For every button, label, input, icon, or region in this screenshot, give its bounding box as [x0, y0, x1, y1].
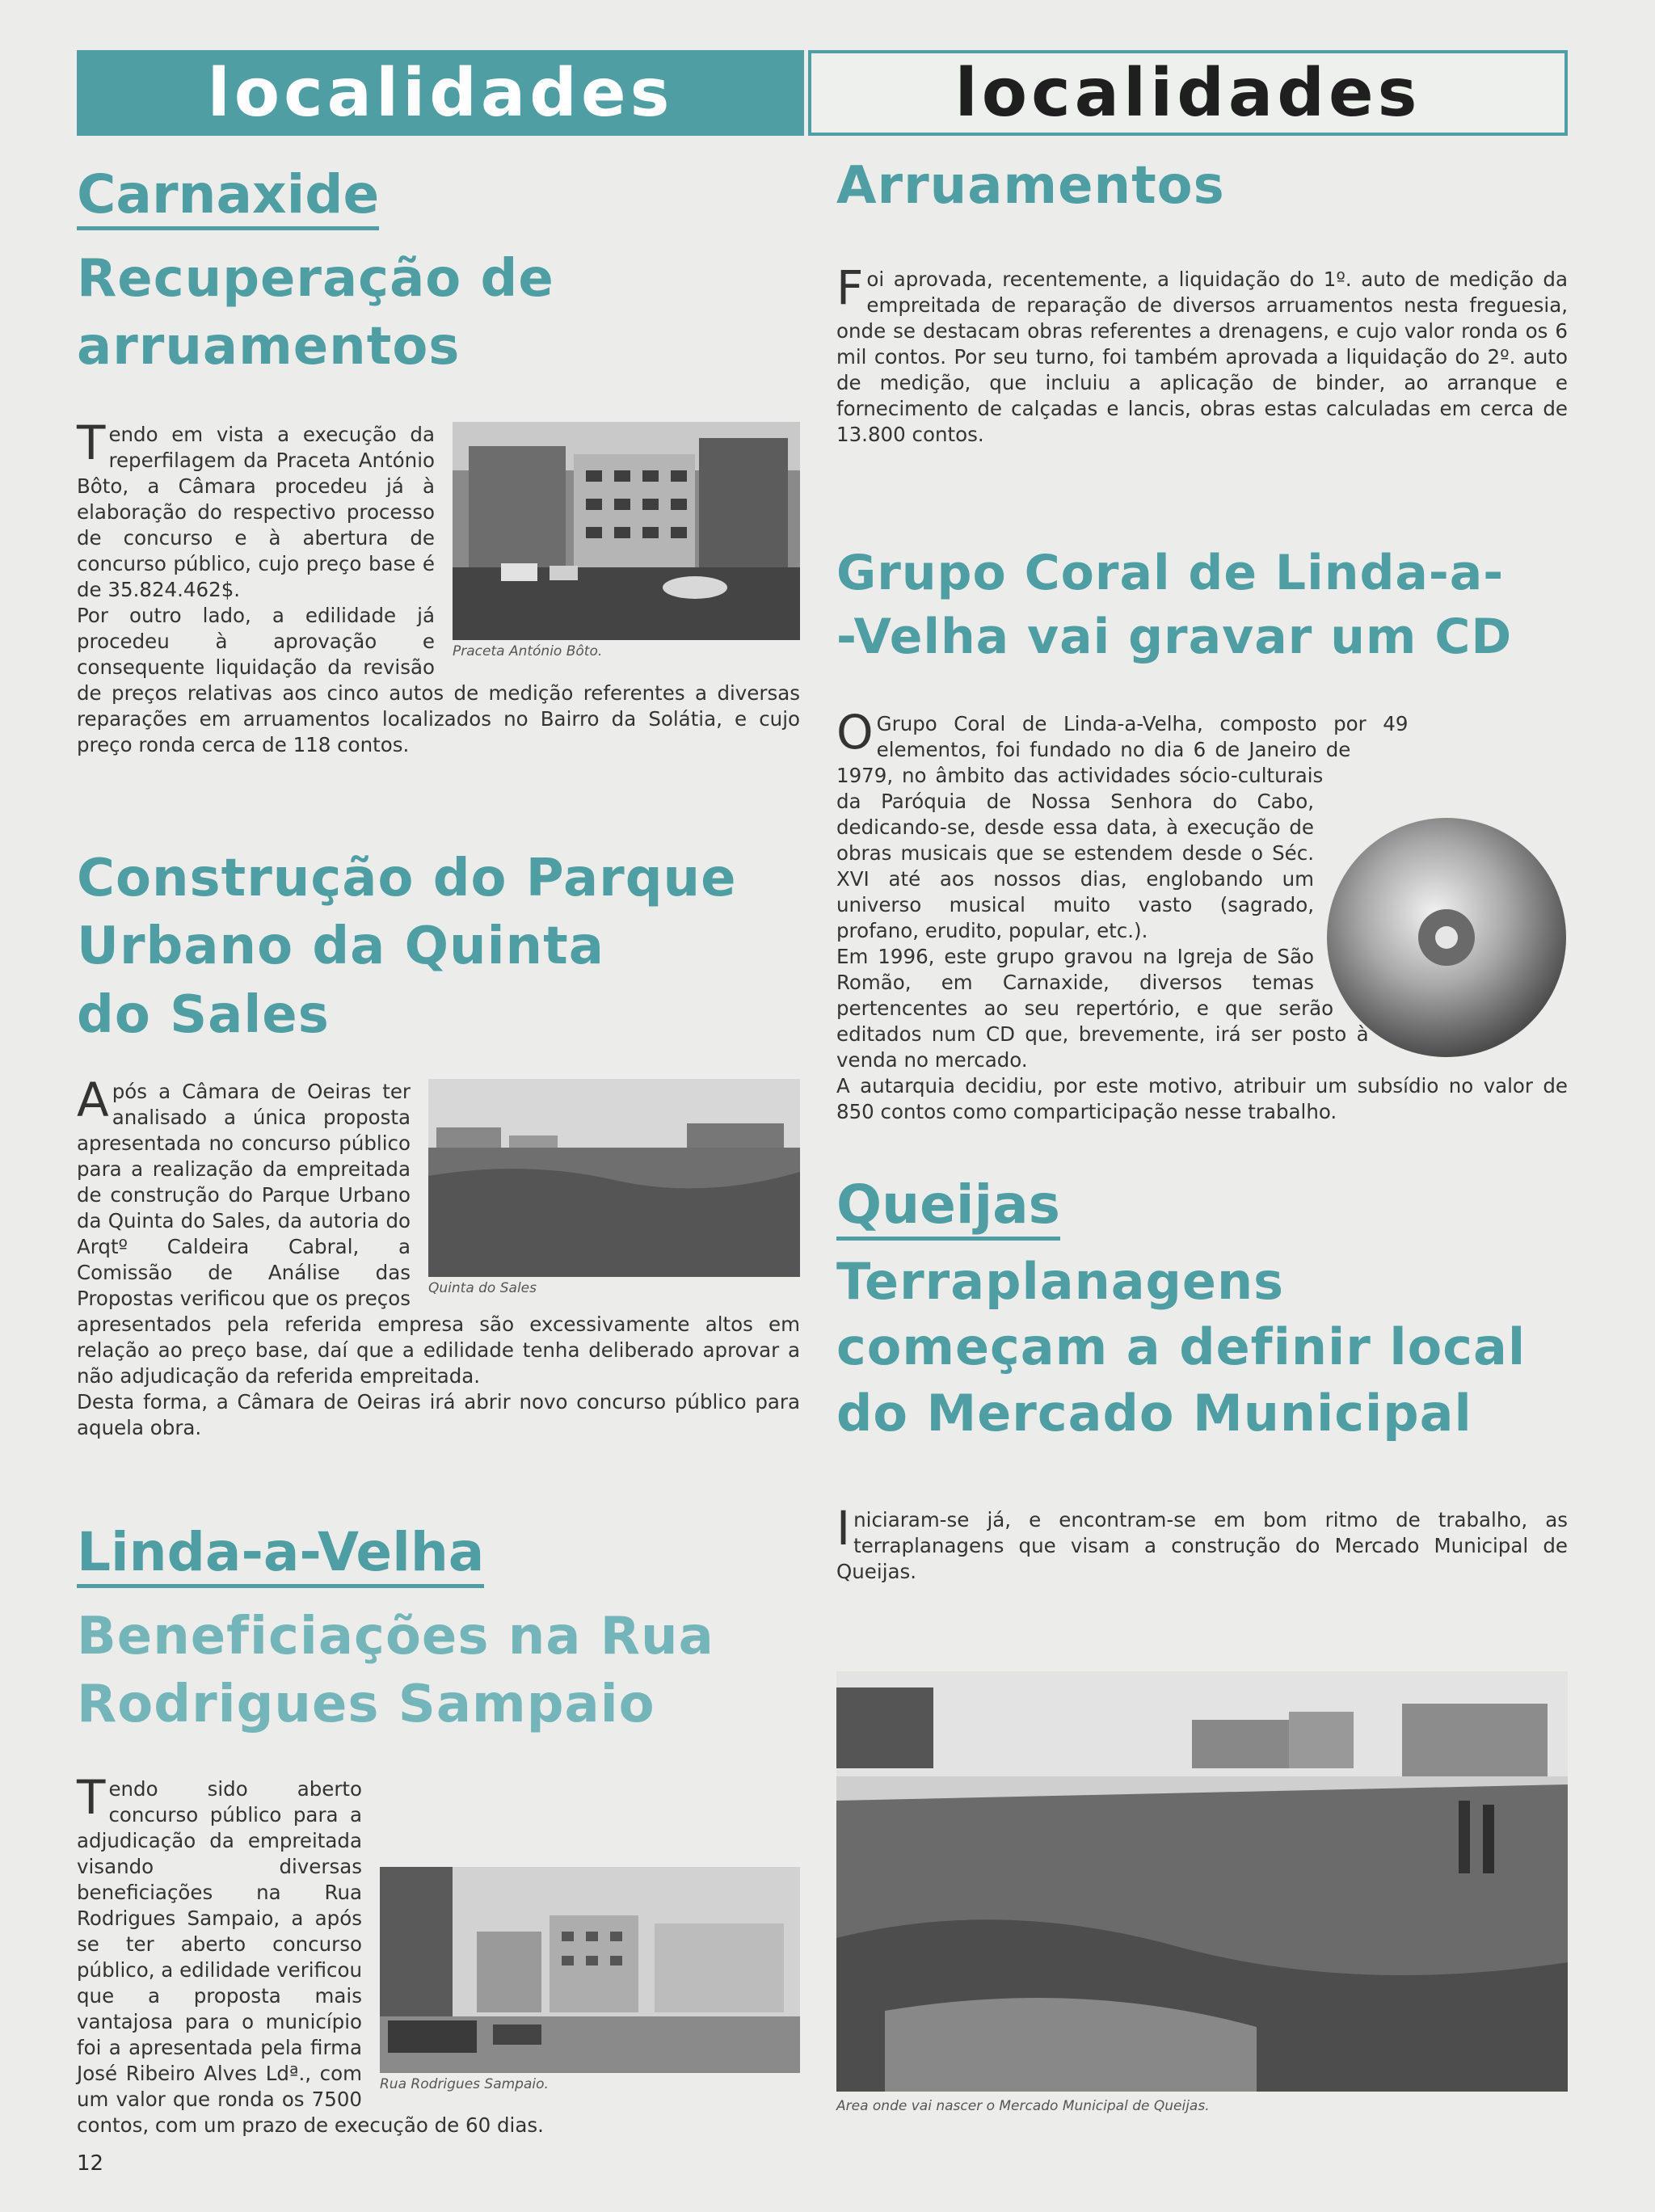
queijas-article: [836, 1173, 1568, 1447]
paragraph: Por outro lado, a edilidade já procedeu à aprovação e consequente liquidação da revisão de preços relativas aos cinco autos de medição referentes a diversas reparações em arruamentos localizados no Bairro da Solátia, e cujo preço ronda cerca de 118 contos.: [77, 604, 800, 756]
section-banner-left: localidades: [77, 50, 804, 136]
lindavelha-body: [77, 1770, 800, 2138]
construction-site-photo: [836, 1671, 1568, 2092]
paragraph: Foi aprovada, recentemente, a liquidação do 1º. auto de medição da empreitada de reparação de diversos arruamentos nesta freguesia, onde se destacam obras referentes a drenagens, e cujo valor ronda os 6 mil contos. Por seu turno, foi também aprovada a liquidação do 2º. auto de medição, que incluiu a aplicação de binder, ao arranque e fornecimento de calçadas e lancis, obras estas calculadas em cerca de 13.800 contos.: [836, 260, 1568, 446]
paragraph: Após a Câmara de Oeiras ter analisado a única proposta apresentada no concurso público para a realização da empreitada de construção do Parque Urbano da Quinta do Sales, da autoria do Arqtº Caldeira Cabral, a Comissão de Análise das Propostas verificou que os preços apresentados pela referida empresa são excessivamente altos em relação ao preço base, daí que a edilidade tenha deliberado aprovar a não adjudicação da referida empreitada.: [77, 1072, 800, 1388]
article-title: [836, 541, 1568, 669]
arruamentos-body: [836, 260, 1568, 448]
title-line: Urbano da Quinta: [77, 916, 604, 977]
title-line: Recuperação de: [77, 248, 554, 309]
title-line: arruamentos: [77, 317, 461, 377]
photo-caption: Praceta António Bôto.: [453, 643, 603, 659]
photo-caption: Area onde vai nascer o Mercado Municipal de Queijas.: [836, 2098, 1210, 2114]
photo-rua-sampaio: [380, 1867, 800, 2092]
title-line: Construção do Parque: [77, 849, 737, 908]
article-title: [836, 1249, 1568, 1447]
parque-body: [77, 1072, 800, 1441]
title-line: Rodrigues Sampaio: [77, 1675, 655, 1735]
article-title: [77, 245, 800, 381]
locality-heading: Queijas: [836, 1176, 1060, 1241]
carnaxide-body: [77, 415, 800, 758]
title-line: do Sales: [77, 984, 330, 1045]
paragraph: A autarquia decidiu, por este motivo, atribuir um subsídio no valor de 850 contos como comparticipação nesse trabalho.: [836, 1074, 1568, 1123]
photo-caption: Quinta do Sales: [428, 1280, 537, 1296]
section-banner-right: localidades: [808, 50, 1568, 136]
carnaxide-article: [77, 163, 800, 381]
title-line: Grupo Coral de Linda-a-: [836, 545, 1505, 601]
paragraph: Iniciaram-se já, e encontram-se em bom ritmo de trabalho, as terraplanagens que visam a construção do Mercado Municipal de Queijas.: [836, 1501, 1568, 1583]
paragraph: Desta forma, a Câmara de Oeiras irá abrir novo concurso público para aquela obra.: [77, 1390, 800, 1439]
paragraph: O Grupo Coral de Linda-a-Velha, composto por 49 elementos, foi fundado no dia 6 de Janeiro de 1979, no âmbito das actividades sócio-culturais da Paróquia de Nossa Senhora do Cabo, dedicando-se, desde essa data, à execução de obras musicais que se estendem desde o Séc. XVI até aos nossos dias, englobando um universo musical muito vasto (sagrado, profano, erudito, popular, etc.).: [836, 705, 1409, 942]
article-title: [77, 845, 800, 1049]
paragraph: Tendo em vista a execução da reperfilagem da Praceta António Bôto, a Câmara procedeu já à elaboração do respectivo processo de concurso e à abertura de concurso público, cujo preço base é de 35.824.462$.: [77, 415, 435, 601]
locality-heading: Linda-a-Velha: [77, 1523, 484, 1588]
title-line: -Velha vai gravar um CD: [836, 609, 1513, 666]
arruamentos-article: [836, 152, 1568, 220]
parque-article: [77, 845, 800, 1049]
queijas-body: [836, 1501, 1568, 1585]
locality-heading: Carnaxide: [77, 166, 379, 230]
title-line: Beneficiações na Rua: [77, 1606, 714, 1666]
street-photo: [380, 1867, 800, 2073]
article-title: Arruamentos: [836, 156, 1225, 216]
photo-praceta: [453, 422, 800, 659]
title-line: do Mercado Municipal: [836, 1384, 1472, 1443]
page-number: 12: [77, 2151, 104, 2176]
photo-caption: Rua Rodrigues Sampaio.: [380, 2076, 549, 2092]
field-photo: [428, 1079, 800, 1277]
coral-article: [836, 541, 1568, 669]
photo-quinta-sales: [428, 1079, 800, 1296]
photo-mercado: [836, 1671, 1568, 2114]
paragraph: Tendo sido aberto concurso público para a adjudicação da empreitada visando diversas beneficiações na Rua Rodrigues Sampaio, a após se ter aberto concurso público, a edilidade verificou que a proposta mais vantajosa para o município foi a apresentada pela firma José Ribeiro Alves Ldª., com um valor que ronda os 7500 contos, com um prazo de execução de 60 dias.: [77, 1770, 544, 2137]
article-title: [77, 1603, 800, 1739]
paragraph: Em 1996, este grupo gravou na Igreja de São Romão, em Carnaxide, diversos temas pertencentes ao seu repertório, e que serão editados num CD que, brevemente, irá ser posto à venda no mercado.: [836, 945, 1369, 1072]
lindavelha-article: [77, 1523, 800, 1739]
building-photo: [453, 422, 800, 640]
coral-body: [836, 705, 1568, 1125]
title-line: começam a definir local: [836, 1317, 1527, 1377]
title-line: Terraplanagens: [836, 1251, 1285, 1311]
